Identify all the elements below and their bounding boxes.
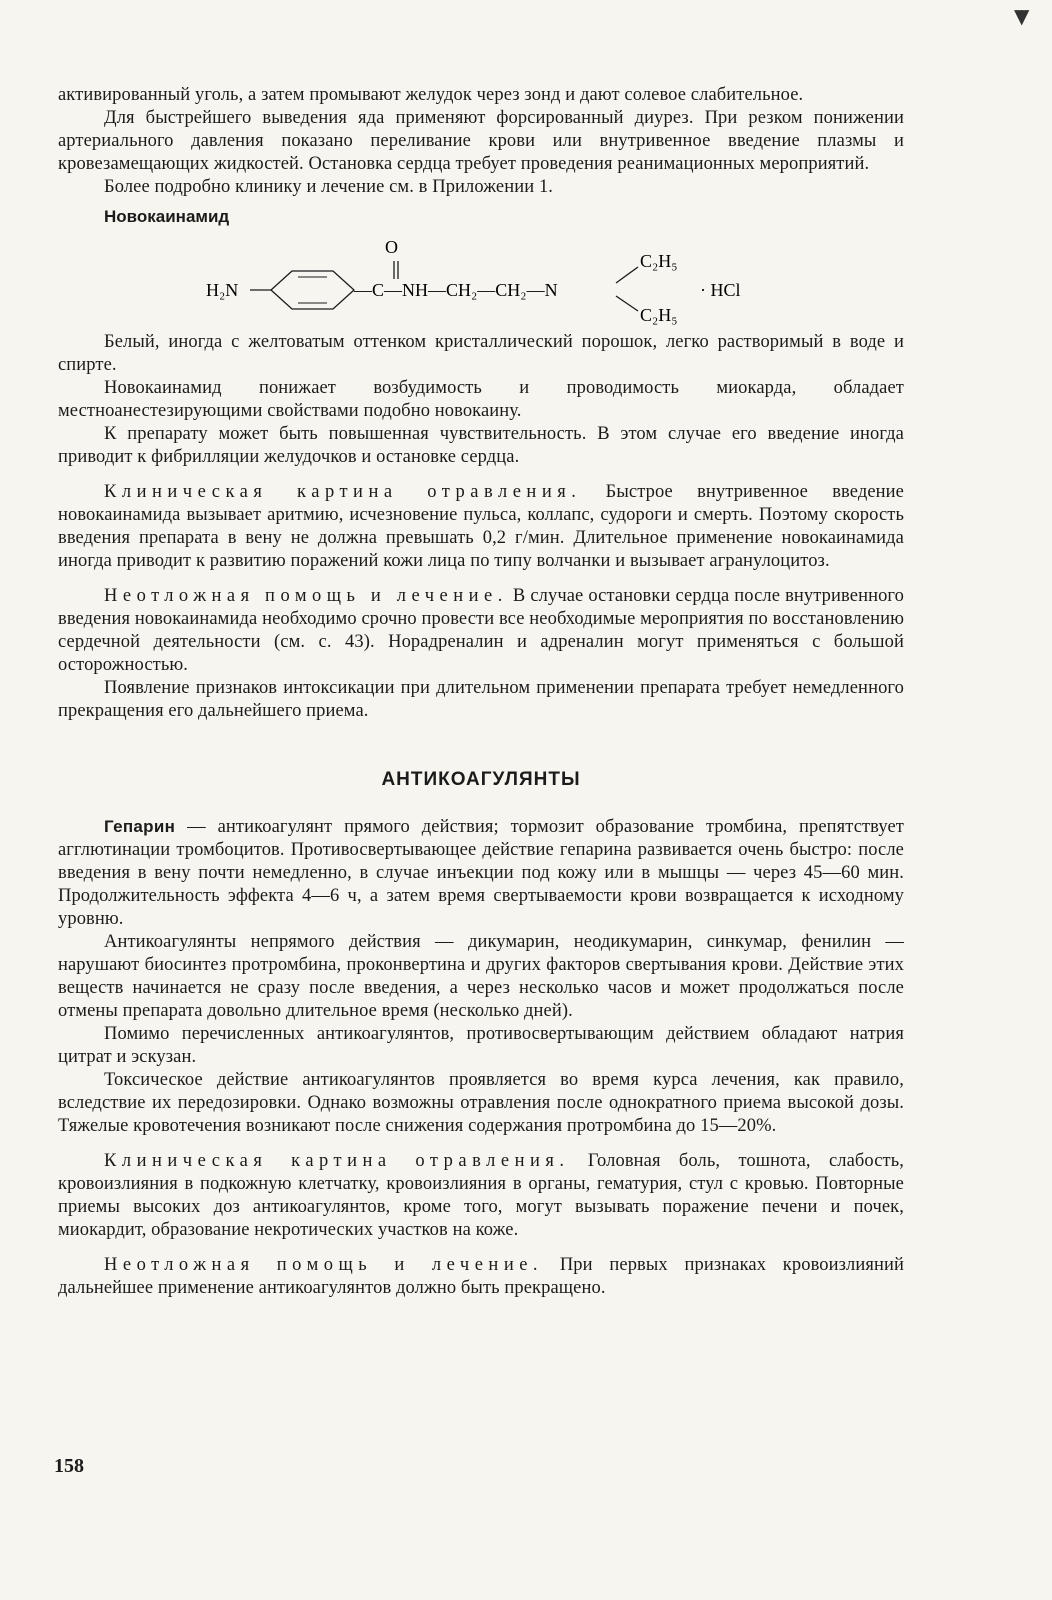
heparin-term: Гепарин xyxy=(104,817,176,836)
drug-title: Новокаинамид xyxy=(104,207,230,226)
clinical-text: Быстрое внутривенное введение новокаинамида вызывает аритмию, исчезновение пульса, коллапс, судороги и смерть. Поэтому скорость введения препарата в вену не должна превышать 0,2 г/мин. Длительное применение новокаинамида иногда приводит к развитию поражений кожи лица по типу волчанки и вызывает агранулоцитоз. xyxy=(58,482,904,571)
structural-formula xyxy=(58,221,904,331)
formula-bond-up xyxy=(616,267,638,283)
formula-oxygen: O xyxy=(385,237,398,257)
paragraph-appendix-ref: Более подробно клинику и лечение см. в Приложении 1. xyxy=(104,177,554,197)
formula-bond-down xyxy=(616,296,638,311)
paragraph-clinical-novocainamide xyxy=(58,481,904,573)
paragraph-citrate: Помимо перечисленных антикоагулянтов, противосвертывающим действием обладают натрия цитрат и эскузан. xyxy=(58,1024,904,1067)
paragraph-continued: активированный уголь, а затем промывают желудок через зонд и дают солевое слабительное. xyxy=(58,85,804,105)
paragraph-toxic: Токсическое действие антикоагулянтов проявляется во время курса лечения, как правило, вследствие их передозировки. Однако возможны отравления после однократного приема высокой дозы. Тяжелые кровотечения возникают после снижения содержания протромбина до 15—20%. xyxy=(58,1070,904,1136)
paragraph-intoxication: Появление признаков интоксикации при длительном применении препарата требует немедленного прекращения его дальнейшего приема. xyxy=(58,678,904,721)
emergency-text: В случае остановки сердца после внутривенного введения новокаинамида необходимо срочно провести все необходимые мероприятия по восстановлению сердечной деятельности (см. с. 43). Норадреналин и адреналин могут применяться с большой осторожностью. xyxy=(58,586,904,675)
paragraph-clinical-anticoag xyxy=(58,1150,904,1242)
heparin-text: — антикоагулянт прямого действия; тормозит образование тромбина, препятствует агглютинации тромбоцитов. Противосвертывающее действие гепарина развивается очень быстро: после введения в вену почти немедленно, в случае инъекции под кожу или в мышцы — через 45—60 мин. Продолжительность эффекта 4—6 ч, а затем время свертываемости крови возвращается к исходному уровню. xyxy=(58,817,904,929)
section-heading: АНТИКОАГУЛЯНТЫ xyxy=(381,769,581,790)
paragraph-diuresis: Для быстрейшего выведения яда применяют форсированный диурез. При резком понижении артериального давления показано переливание крови или внутривенное введение плазмы и кровезамещающих жидкостей. Остановка сердца требует проведения реанимационных мероприятий. xyxy=(58,108,904,174)
page-number: 158 xyxy=(54,1455,84,1477)
paragraph-emergency-novocainamide xyxy=(58,585,904,677)
clinical-heading-2: Клиническая картина отравления. xyxy=(104,1151,570,1171)
page-body xyxy=(58,84,904,1300)
emergency-text-2: При первых признаках кровоизлияний дальнейшее применение антикоагулянтов должно быть прекращено. xyxy=(58,1255,904,1298)
emergency-heading-2: Неотложная помощь и лечение. xyxy=(104,1255,544,1275)
emergency-heading: Неотложная помощь и лечение. xyxy=(104,586,508,606)
formula-ethyl-bottom: C₂H₅ xyxy=(640,305,678,325)
formula-ethyl-top: C₂H₅ xyxy=(640,251,678,271)
formula-diagram xyxy=(58,221,904,331)
clinical-text-2: Головная боль, тошнота, слабость, кровоизлияния в подкожную клетчатку, кровоизлияния в органы, гематурия, стул с кровью. Повторные приемы высоких доз антикоагулянтов, кроме того, могут вызывать поражение печени и почек, миокардит, образование некротических участков на коже. xyxy=(58,1151,904,1240)
paragraph-indirect: Антикоагулянты непрямого действия — дикумарин, неодикумарин, синкумар, фенилин — нарушают биосинтез протромбина, проконвертина и других факторов свертывания крови. Действие этих веществ начинается не сразу после введения, а через несколько часов и может продолжаться после отмены препарата довольно длительное время (несколько дней). xyxy=(58,932,904,1021)
paragraph-sensitivity: К препарату может быть повышенная чувствительность. В этом случае его введение иногда приводит к фибрилляции желудочков и остановке сердца. xyxy=(58,424,904,467)
formula-chain: —C—NH—CH₂—CH₂—N xyxy=(354,280,558,300)
paragraph-emergency-anticoag xyxy=(58,1254,904,1300)
clinical-heading: Клиническая картина отравления. xyxy=(104,482,582,502)
paragraph-action: Новокаинамид понижает возбудимость и проводимость миокарда, обладает местноанестезирующими свойствами подобно новокаину. xyxy=(58,378,904,421)
formula-h2n: H₂N xyxy=(206,280,239,300)
paragraph-heparin xyxy=(58,815,904,931)
paragraph-description: Белый, иногда с желтоватым оттенком кристаллический порошок, легко растворимый в воде и спирте. xyxy=(58,332,904,375)
formula-hcl: · HCl xyxy=(700,280,741,300)
scan-artifact-mark: ▼ xyxy=(1014,4,1030,28)
